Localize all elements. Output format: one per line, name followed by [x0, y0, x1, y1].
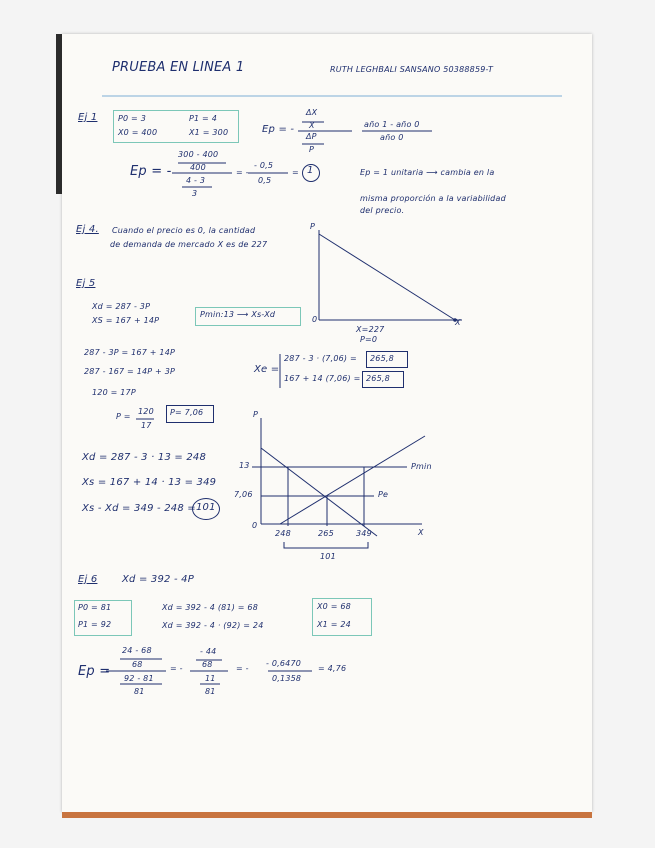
- ej1-den1b: 3: [192, 189, 198, 198]
- ej1-eq: = -: [236, 168, 249, 177]
- ej5-gap-bracket: [284, 542, 368, 548]
- ej6-line-2: Xd = 392 - 4 · (92) = 24: [162, 621, 264, 630]
- ej6-x0: X0 = 68: [317, 602, 351, 611]
- ej5-calc-3-result: 101: [196, 502, 216, 513]
- ej6-n1b: 68: [132, 660, 143, 669]
- ej5-xe-label: Xe =: [254, 364, 280, 375]
- ej5-p-num: 120: [138, 407, 154, 416]
- ej1-dx: ΔX: [306, 108, 318, 117]
- ej5-graph-706: 7,06: [234, 490, 253, 499]
- ej1-x: X: [309, 121, 315, 130]
- ej1-den1: 4 - 3: [186, 176, 206, 185]
- ej6-line-1: Xd = 392 - 4 (81) = 68: [162, 603, 259, 612]
- ej6-xd: Xd = 392 - 4P: [122, 574, 194, 585]
- ej6-n2b: 68: [202, 660, 213, 669]
- handwritten-exam-sheet: [62, 34, 592, 812]
- ej5-graph-13: 13: [239, 461, 250, 470]
- ej5-line-2: 287 - 167 = 14P + 3P: [84, 367, 176, 376]
- ej1-label: Ej 1: [78, 112, 98, 123]
- ej5-xd: Xd = 287 - 3P: [92, 302, 151, 311]
- ej6-ep-label: Ep =: [78, 664, 111, 679]
- ej1-conclusion-1: Ep = 1 unitaria ⟶ cambia en la: [360, 168, 495, 177]
- ej1-ep2-label: Ep = -: [130, 164, 172, 179]
- student-name: RUTH LEGHBALI SANSANO 50388859-T: [330, 65, 494, 74]
- ej1-den2: 0,5: [258, 176, 272, 185]
- exam-title: PRUEBA EN LINEA 1: [112, 60, 245, 75]
- ej5-graph-pe: Pe: [378, 490, 389, 499]
- ej5-label: Ej 5: [76, 278, 96, 289]
- ej5-calc-3: Xs - Xd = 349 - 248 =: [82, 503, 196, 514]
- ej4-label: Ej 4.: [76, 224, 99, 235]
- ej5-graph-349: 349: [356, 529, 372, 538]
- ej6-x1: X1 = 24: [317, 620, 351, 629]
- ej5-graph-pmin: Pmin: [411, 462, 432, 471]
- ej4-axis-p: P: [310, 222, 316, 231]
- ej4-text-1: Cuando el precio es 0, la cantidad: [112, 226, 256, 235]
- ej4-origin: 0: [312, 315, 318, 324]
- ej5-xs: XS = 167 + 14P: [92, 316, 160, 325]
- ej5-demand-line: [261, 448, 377, 536]
- ej1-result: 1: [307, 165, 314, 176]
- ej6-label: Ej 6: [78, 574, 98, 585]
- ej1-p0: P0 = 3: [118, 114, 146, 123]
- ej5-xe-line-2: 167 + 14 (7,06) =: [284, 374, 361, 383]
- ej5-p-eq: P =: [116, 412, 131, 421]
- ej5-p-den: 17: [141, 421, 152, 430]
- ej5-xe-result-1: 265,8: [370, 354, 394, 363]
- ej5-graph-p: P: [253, 410, 259, 419]
- ej1-conclusion-2: misma proporción a la variabilidad: [360, 194, 506, 203]
- ej4-p0: P=0: [360, 335, 378, 344]
- ej1-num1: 300 - 400: [178, 150, 219, 159]
- ej6-p0: P0 = 81: [78, 603, 112, 612]
- ej5-line-1: 287 - 3P = 167 + 14P: [84, 348, 176, 357]
- ej1-p: P: [309, 145, 315, 154]
- ej5-calc-1: Xd = 287 - 3 · 13 = 248: [82, 452, 207, 463]
- ej5-graph-265: 265: [318, 529, 334, 538]
- ej1-ep-label: Ep = -: [262, 124, 295, 135]
- ej1-num2: - 0,5: [254, 161, 274, 170]
- ej1-anio-den: año 0: [380, 133, 404, 142]
- ej5-xe-line-1: 287 - 3 · (7,06) =: [284, 354, 357, 363]
- ej6-d2b: 81: [205, 687, 216, 696]
- ej4-text-2: de demanda de mercado X es de 227: [110, 240, 268, 249]
- ej5-xe-result-2: 265,8: [366, 374, 390, 383]
- ej6-n2: - 44: [200, 647, 217, 656]
- ej5-pmin: Pmin:13 ⟶ Xs-Xd: [200, 310, 276, 319]
- ej4-axis-x: X: [455, 318, 461, 327]
- ej6-eq-3: = 4,76: [318, 664, 347, 673]
- ej1-x1: X1 = 300: [189, 128, 229, 137]
- ej6-eq-2: = -: [236, 664, 249, 673]
- ej4-demand-line: [319, 234, 455, 320]
- ej5-graph-origin: 0: [252, 521, 258, 530]
- ej1-x0: X0 = 400: [118, 128, 158, 137]
- ej5-graph-248: 248: [275, 529, 291, 538]
- ej5-graph-101: 101: [320, 552, 336, 561]
- ej5-p-result: P= 7,06: [170, 408, 204, 417]
- ej1-conclusion-3: del precio.: [360, 206, 405, 215]
- ej1-dp: ΔP: [306, 132, 317, 141]
- ej6-d1b: 81: [134, 687, 145, 696]
- ej1-num1b: 400: [190, 163, 206, 172]
- ej6-d3: 0,1358: [272, 674, 302, 683]
- ej6-d1: 92 - 81: [124, 674, 154, 683]
- ej5-calc-2: Xs = 167 + 14 · 13 = 349: [82, 477, 217, 488]
- ej6-n3: - 0,6470: [266, 659, 302, 668]
- ej4-x227: X=227: [356, 325, 385, 334]
- ej1-p1: P1 = 4: [189, 114, 217, 123]
- ej6-n1: 24 - 68: [122, 646, 152, 655]
- ej6-eq-1: = -: [170, 664, 183, 673]
- ej1-eq2: =: [292, 168, 299, 177]
- ej6-p1: P1 = 92: [78, 620, 112, 629]
- ej5-graph-x: X: [418, 528, 424, 537]
- ej6-d2: 11: [205, 674, 216, 683]
- ej5-supply-line: [280, 436, 425, 524]
- ej5-line-3: 120 = 17P: [92, 388, 136, 397]
- ej1-anio-num: año 1 - año 0: [364, 120, 420, 129]
